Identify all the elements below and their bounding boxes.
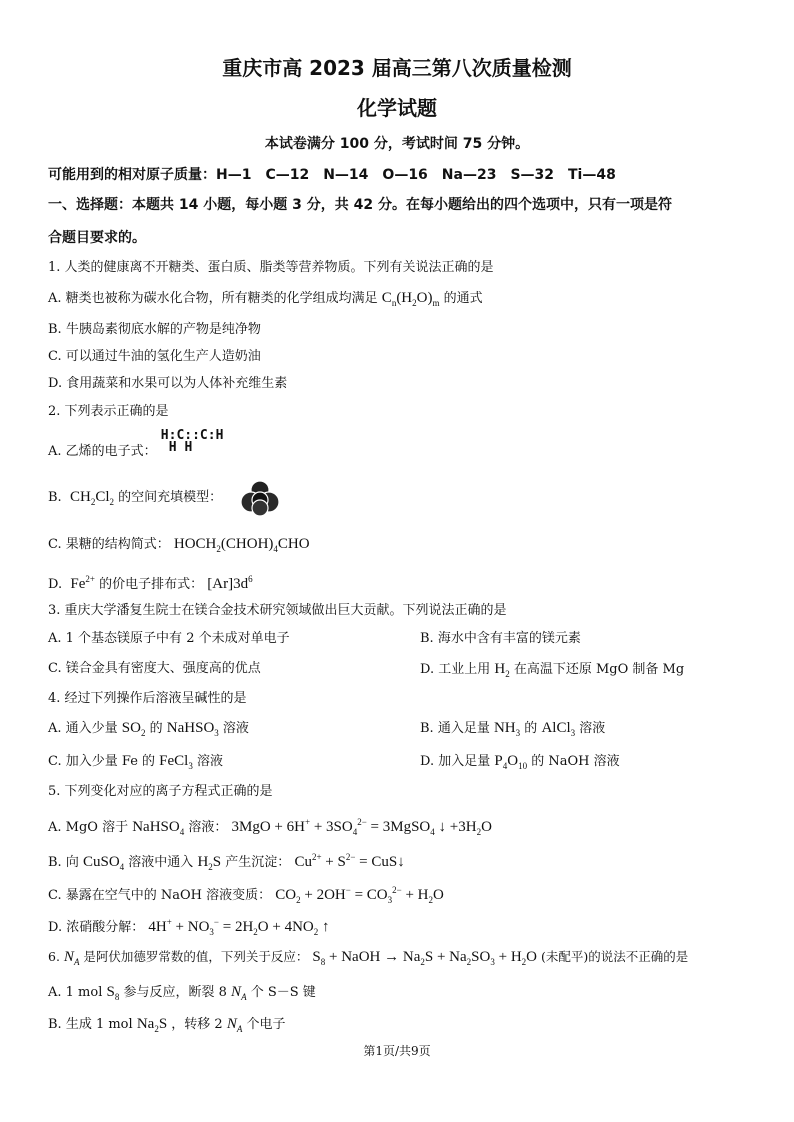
q6-reaction: $S_8$ + NaOH → $Na_2S + Na_2SO_3 + H_2O$ — [312, 949, 537, 967]
q3-option-d: D. 工业上用 $H_2$ 在高温下还原 MgO 制备 Mg — [420, 661, 685, 679]
q2-option-b: B. $CH_2Cl_2$ 的空间充填模型： — [48, 478, 754, 518]
fructose-formula: $HOCH_2(CHOH)_4CHO$ — [173, 536, 310, 554]
lewis-top: H:C::C:H — [160, 428, 224, 443]
q6-option-a: A. 1 mol $S_8$ 参与反应，断裂 8 $N_A$ 个 S－S 键 — [48, 984, 316, 1002]
q1-a-formula: $C_n(H_2O)_m$ — [381, 290, 440, 308]
q3-d-post: 在高温下还原 MgO 制备 Mg — [513, 662, 685, 677]
q1-a-tail: 的通式 — [443, 291, 483, 306]
ethylene-lewis-structure — [161, 430, 224, 454]
q4-d-pre: D. 加入足量 — [420, 754, 491, 769]
q4-a-pre: A. 通入少量 — [48, 721, 118, 736]
q4-option-c: C. 加入少量 Fe 的 FeCl$_3$ 溶液 — [48, 753, 223, 771]
q2-d-text: 的价电子排布式： — [99, 577, 204, 592]
q1-option-b: B. 牛胰岛素彻底水解的产物是纯净物 — [48, 322, 261, 337]
section-heading-1: 一、选择题：本题共 14 小题，每小题 3 分，共 42 分。在每小题给出的四个选项中，只有一项是符 — [48, 197, 672, 213]
q1-option-a — [48, 289, 754, 312]
q4-b-pre: B. 通入足量 — [420, 721, 490, 736]
exam-subtitle: 化学试题 — [357, 96, 437, 120]
atomic-masses: 可能用到的相对原子质量：H—1 C—12 N—14 O—16 Na—23 S—32 Ti—48 — [48, 167, 616, 183]
space-filling-model-icon — [238, 478, 282, 518]
q5-b-equation: $Cu^{2+} + S^{2-}$ = CuS↓ — [294, 852, 405, 870]
lewis-bottom: H H — [168, 440, 193, 455]
q2-c-text: C. 果糖的结构简式： — [48, 537, 170, 552]
q6-stem-pre: 6. — [48, 949, 60, 964]
q1-stem: 1. 人类的健康离不开糖类、蛋白质、脂类等营养物质。下列有关说法正确的是 — [48, 260, 494, 275]
q3-row-1 — [48, 630, 754, 648]
q4-row-1 — [48, 719, 754, 742]
q1-option-d: D. 食用蔬菜和水果可以为人体补充维生素 — [48, 376, 288, 391]
q3-option-a: A. 1 个基态镁原子中有 2 个未成对单电子 — [48, 631, 290, 646]
q5-a-pre: A. MgO 溶于 — [48, 820, 129, 835]
q5-c-text: C. 暴露在空气中的 NaOH 溶液变质： — [48, 888, 272, 903]
q4-a-mid: 的 — [149, 721, 163, 736]
q5-d-equation: $4H^+ + NO_3^- = 2H_2O + 4NO_2$ ↑ — [148, 917, 330, 937]
fe-ion-formula: $Fe^{2+}$ — [70, 574, 95, 592]
q2-option-c — [48, 535, 754, 558]
fe-config-formula: $[Ar]3d^6$ — [207, 574, 253, 592]
q3-stem: 3. 重庆大学潘复生院士在镁合金技术研究领域做出巨大贡献。下列说法正确的是 — [48, 603, 507, 618]
exam-title: 重庆市高 2023 届高三第八次质量检测 — [222, 56, 572, 80]
q6-b-mid: ，转移 2 — [171, 1017, 223, 1032]
q5-option-c — [48, 881, 754, 909]
q4-d-post: 的 NaOH 溶液 — [531, 754, 620, 769]
q6-a-mid: 参与反应，断裂 8 — [123, 985, 227, 1000]
q6-b-pre: B. 生成 1 mol — [48, 1017, 133, 1032]
q5-option-d — [48, 913, 754, 941]
q4-option-d: D. 加入足量 $P_4O_{10}$ 的 NaOH 溶液 — [420, 753, 620, 771]
q2-option-a — [48, 430, 754, 464]
q4-c-post: 溶液 — [196, 754, 223, 769]
q4-b-mid: 的 — [524, 721, 538, 736]
q2-b-text: 的空间充填模型： — [118, 490, 223, 505]
page-number: 第1页/共9页 — [363, 1044, 431, 1058]
q5-b-mid: 溶液中通入 — [128, 855, 194, 870]
q5-c-equation: $CO_2 + 2OH^- = CO_3^{2-} + H_2O$ — [275, 885, 444, 905]
q4-a-post: 溶液 — [222, 721, 249, 736]
q6-a-post: 个 S－S 键 — [250, 985, 316, 1000]
q3-row-2 — [48, 660, 754, 678]
q5-d-text: D. 浓硝酸分解： — [48, 920, 145, 935]
q3-d-pre: D. 工业上用 — [420, 662, 491, 677]
q6-stem: 6. $N_A$ 是阿伏加德罗常数的值，下列关于反应： $S_8$ + NaOH → $Na_2S + Na_2SO_3 + H_2O$ (未配平)的说法不正确的是 — [48, 949, 689, 967]
section-heading-2: 合题目要求的。 — [48, 230, 146, 246]
q3-option-b: B. 海水中含有丰富的镁元素 — [420, 631, 581, 646]
q1-option-c: C. 可以通过牛油的氢化生产人造奶油 — [48, 349, 261, 364]
q5-stem: 5. 下列变化对应的离子方程式正确的是 — [48, 784, 273, 799]
q4-option-a: A. 通入少量 $SO_2$ 的 NaHSO$_3$ 溶液 — [48, 720, 249, 738]
q1-a-text: A. 糖类也被称为碳水化合物，所有糖类的化学组成均满足 — [48, 291, 378, 306]
q2-a-text: A. 乙烯的电子式： — [48, 443, 157, 459]
q5-b-pre: B. 向 — [48, 855, 79, 870]
q5-b-post: 产生沉淀： — [225, 855, 291, 870]
q6-a-pre: A. 1 mol — [48, 985, 103, 1000]
q6-stem-mid: 是阿伏加德罗常数的值，下列关于反应： — [83, 949, 309, 964]
q6-b-post: 个电子 — [246, 1017, 286, 1032]
q4-stem: 4. 经过下列操作后溶液呈碱性的是 — [48, 691, 247, 706]
q2-option-d: D. $Fe^{2+}$ 的价电子排布式： $[Ar]3d^6$ — [48, 574, 253, 592]
q6-option-b: B. 生成 1 mol $Na_2S$ ，转移 2 $N_A$ 个电子 — [48, 1016, 286, 1034]
ch2cl2-formula: $CH_2Cl_2$ — [69, 489, 114, 507]
q4-option-b: B. 通入足量 $NH_3$ 的 AlCl$_3$ 溶液 — [420, 720, 606, 738]
q4-b-post: 溶液 — [579, 721, 606, 736]
q5-option-b: B. 向 CuSO$_4$ 溶液中通入 $H_2S$ 产生沉淀： $Cu^{2+} + S^{2-}$ = CuS↓ — [48, 852, 405, 872]
q5-a-equation: $3MgO + 6H^+ + 3SO_4^{2-}$ = 3MgSO$_4$ ↓ $+3H_2O$ — [231, 817, 492, 837]
q3-option-c: C. 镁合金具有密度大、强度高的优点 — [48, 661, 261, 676]
q5-a-mid: 溶液： — [188, 820, 228, 835]
q6-stem-post: (未配平)的说法不正确的是 — [540, 949, 689, 964]
q5-option-a: A. MgO 溶于 NaHSO$_4$ 溶液： $3MgO + 6H^+ + 3SO_4^{2-}$ = 3MgSO$_4$ ↓ $+3H_2O$ — [48, 817, 492, 837]
exam-info: 本试卷满分 100 分，考试时间 75 分钟。 — [264, 136, 530, 152]
q4-c-pre: C. 加入少量 Fe 的 — [48, 754, 156, 769]
q2-stem: 2. 下列表示正确的是 — [48, 404, 169, 419]
q4-row-2 — [48, 752, 754, 775]
